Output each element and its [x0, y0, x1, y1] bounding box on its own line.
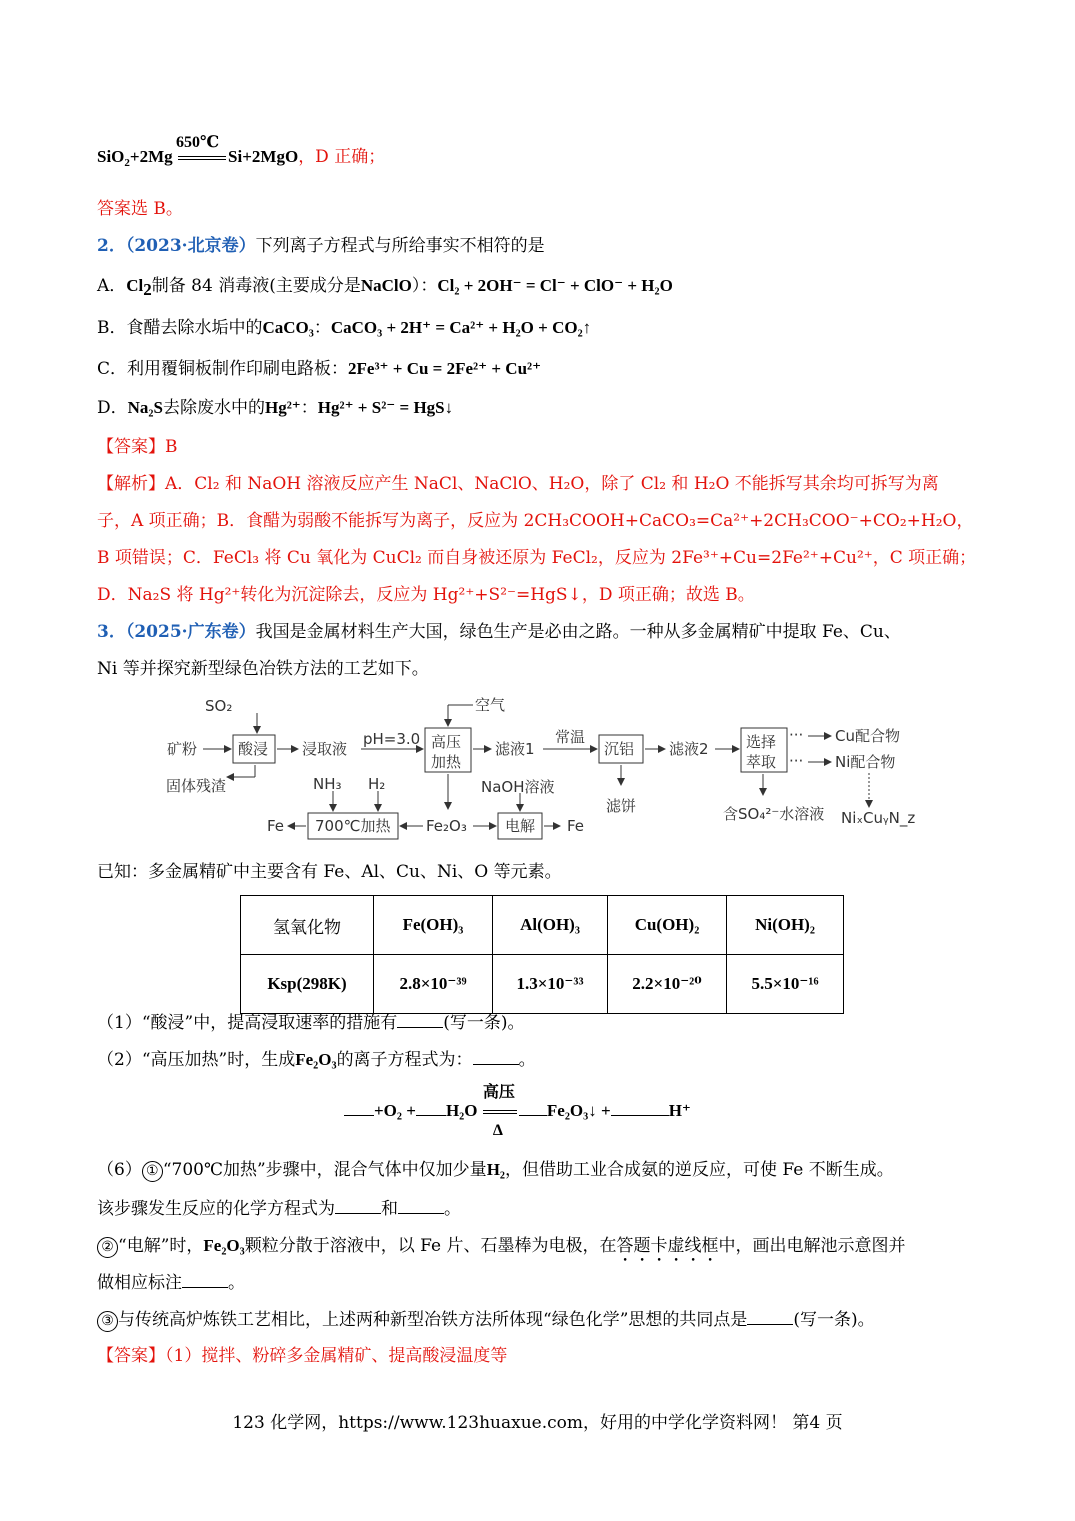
svg-text:···: ··· — [789, 752, 804, 770]
answer-blank[interactable] — [416, 1101, 446, 1116]
answer-blank[interactable] — [519, 1101, 547, 1116]
q3-sub6-line1: （6） ① “700℃加热”步骤中，混合气体中仅加少量H₂，但借助工业合成氨的逆反应，可使 Fe 不断生成。 — [97, 1160, 894, 1180]
flow-hp1: 高压 — [431, 733, 462, 751]
flow-nh3: NH₃ — [313, 775, 342, 793]
flow-cu-complex: Cu配合物 — [835, 727, 900, 745]
q2-analysis-2: 子，A 项正确；B．食醋为弱酸不能拆写为离子，反应为 2CH₃COOH+CaCO₃=Ca²⁺+2CH₃COO⁻+CO₂+H₂O， — [97, 511, 974, 531]
ksp-table — [240, 895, 844, 1014]
flow-so4: 含SO₄²⁻水溶液 — [723, 805, 825, 823]
q2-option-a: A．$Cl_2$制备 84 消毒液(主要成分是NaClO）：Cl₂ + 2OH⁻ = Cl⁻ + ClO⁻ + H₂O — [97, 276, 673, 299]
q3-sub2: （2）“高压加热”时，生成Fe₂O₃的离子方程式为： 。 — [97, 1050, 536, 1070]
table-cell: 2.8×10⁻³⁹ — [374, 955, 493, 1014]
q2-stem: 2．（2023·北京卷）下列离子方程式与所给事实不相符的是 — [97, 236, 545, 256]
process-flow-diagram — [163, 695, 923, 840]
flow-al: 沉铝 — [604, 740, 635, 758]
q3-known: 已知：多金属精矿中主要含有 Fe、Al、Cu、Ni、O 等元素。 — [97, 862, 562, 882]
q3-sub6-line4: 做相应标注 。 — [97, 1273, 245, 1293]
q3-sub6-line2: 该步骤发生反应的化学方程式为 和 。 — [97, 1199, 461, 1219]
flow-normal-temp: 常温 — [555, 728, 586, 746]
q2-analysis-1: 【解析】A．Cl₂ 和 NaOH 溶液反应产生 NaCl、NaClO、H₂O，除了 Cl₂ 和 H₂O 不能拆写其余均可拆写为离 — [97, 474, 939, 494]
flow-ex2: 萃取 — [746, 753, 777, 771]
q2-analysis-3: B 项错误；C．FeCl₃ 将 Cu 氧化为 CuCl₂ 而自身被还原为 FeCl₂，反应为 2Fe³⁺+Cu=2Fe²⁺+Cu²⁺，C 项正确； — [97, 548, 977, 568]
flow-ex1: 选择 — [746, 733, 777, 751]
flow-fe2o3: Fe₂O₃ — [426, 817, 467, 835]
flow-leachate: 浸取液 — [302, 740, 348, 758]
reaction-condition: 650℃ — [178, 148, 228, 168]
flow-heat700: 700℃加热 — [315, 817, 391, 835]
answer-blank[interactable] — [397, 1013, 443, 1028]
top-reaction-line: SiO$_2$+2Mg 650℃ Si+2MgO，D 正确； — [97, 133, 386, 169]
flow-naoh: NaOH溶液 — [481, 778, 555, 796]
previous-answer: 答案选 B。 — [97, 199, 183, 219]
flow-ore: 矿粉 — [167, 740, 198, 758]
table-cell: 1.3×10⁻³³ — [493, 955, 608, 1014]
flow-acid-leach: 酸浸 — [238, 740, 269, 758]
flow-residue: 固体残渣 — [166, 777, 227, 795]
table-cell: 5.5×10⁻¹⁶ — [727, 955, 844, 1014]
flow-air: 空气 — [475, 696, 506, 714]
table-row-label: Ksp(298K) — [241, 955, 374, 1014]
q2-option-d: D．Na₂S去除废水中的Hg²⁺：Hg²⁺ + S²⁻ = HgS↓ — [97, 398, 454, 418]
q3-sub6-line5: ③ 与传统高炉炼铁工艺相比，上述两种新型冶铁方法所体现“绿色化学”思想的共同点是 (写一条)。 — [97, 1309, 875, 1332]
answer-blank[interactable] — [747, 1310, 793, 1325]
answer-blank[interactable] — [344, 1101, 374, 1116]
q2-answer: 【答案】B — [97, 437, 178, 457]
q2-option-c: C．利用覆铜板制作印刷电路板：2Fe³⁺ + Cu = 2Fe²⁺ + Cu²⁺ — [97, 359, 542, 379]
flow-nicu: NiₓCuᵧN_z — [841, 809, 916, 827]
flow-filtrate1: 滤液1 — [495, 740, 535, 758]
flow-electrolysis: 电解 — [505, 817, 536, 835]
table-cell: 2.2×10⁻²⁰ — [608, 955, 727, 1014]
answer-blank[interactable] — [611, 1101, 669, 1116]
answer-blank[interactable] — [473, 1050, 519, 1065]
table-header: 氢氧化物 — [241, 896, 374, 955]
q3-answer: 【答案】（1）搅拌、粉碎多金属精矿、提高酸浸温度等 — [97, 1346, 508, 1366]
flow-fe-right: Fe — [567, 817, 585, 835]
answer-blank[interactable] — [335, 1199, 381, 1214]
q3-sub6-line3: ② “电解”时，Fe₂O₃颗粒分散于溶液中，以 Fe 片、石墨棒为电极，在答题卡虚线框中，画出电解池示意图并 — [97, 1235, 905, 1266]
flow-fe-left: Fe — [267, 817, 285, 835]
flow-filter-cake: 滤饼 — [606, 797, 637, 815]
q2-option-b: B．食醋去除水垢中的CaCO₃：CaCO₃ + 2H⁺ = Ca²⁺ + H₂O + CO₂↑ — [97, 318, 592, 338]
q3-sub1: （1）“酸浸”中，提高浸取速率的措施有 (写一条)。 — [97, 1013, 525, 1033]
q3-stem-2: Ni 等并探究新型绿色冶铁方法的工艺如下。 — [97, 659, 429, 679]
q3-stem-1: 3．（2025·广东卷）我国是金属材料生产大国，绿色生产是必由之路。一种从多金属精矿中提取 Fe、Cu、 — [97, 622, 901, 642]
page-footer: 123 化学网，https://www.123huaxue.com，好用的中学化学资料网！ 第4 页 — [232, 1413, 843, 1433]
table-header: Cu(OH)₂ — [608, 896, 727, 955]
q3-equation: +O₂ + H₂O 高压 Δ Fe₂O₃↓ + H⁺ — [344, 1100, 691, 1122]
answer-blank[interactable] — [398, 1199, 444, 1214]
flow-so2: SO₂ — [205, 697, 233, 715]
flow-hp2: 加热 — [431, 753, 462, 771]
flow-filtrate2: 滤液2 — [669, 740, 709, 758]
q2-analysis-4: D．Na₂S 将 Hg²⁺转化为沉淀除去，反应为 Hg²⁺+S²⁻=HgS↓，D 项正确；故选 B。 — [97, 585, 755, 605]
answer-blank[interactable] — [182, 1273, 228, 1288]
table-header: Ni(OH)₂ — [727, 896, 844, 955]
flow-h2: H₂ — [368, 775, 386, 793]
table-header: Fe(OH)₃ — [374, 896, 493, 955]
flow-ph: pH=3.0 — [363, 730, 421, 748]
table-header: Al(OH)₃ — [493, 896, 608, 955]
equation-condition: 高压 Δ — [482, 1083, 515, 1139]
flow-ni-complex: Ni配合物 — [835, 753, 896, 771]
svg-text:···: ··· — [789, 726, 804, 744]
